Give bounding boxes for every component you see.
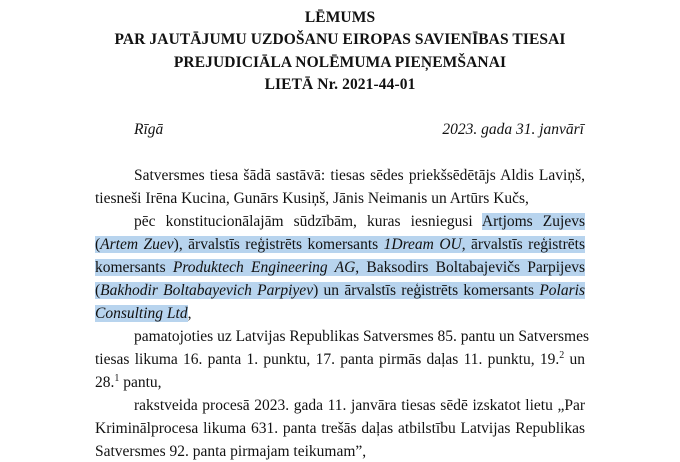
basis-line-2 [95,350,585,370]
complaint-text: , Baksodirs Boltabajevičs Parpijevs [355,259,585,276]
basis-text: 28. [95,374,115,391]
latin-name: Artem Zuev [100,236,174,253]
basis-text: tiesas likuma 16. panta 1. punktu, 17. panta pirmās daļas 11. punktu, 19. [95,351,560,368]
latin-name: Bakhodir Boltabayevich Parpiyev [100,282,314,299]
highlighted-text[interactable] [95,282,585,299]
complaint-text: komersants [95,259,173,276]
complaint-line-1 [134,212,585,232]
highlighted-text[interactable] [95,236,585,253]
complaint-text: , ārvalstīs reģistrēts [461,236,585,253]
superscript: 2 [559,349,565,361]
paren-open: ( [95,282,101,299]
title-line-3: PREJUDICIĀLA NOLĒMUMA PIEŅEMŠANAI [173,54,507,71]
basis-text: un [564,351,586,368]
title-line-4: LIETĀ Nr. 2021-44-01 [264,76,416,93]
title-line-2: PAR JAUTĀJUMU UZDOŠANU EIROPAS SAVIENĪBAS TIESAI [114,31,566,48]
basis-line-3 [95,373,585,393]
title-line-1: LĒMUMS [304,9,376,26]
complaint-line-3 [95,258,585,278]
complaint-line-2 [95,235,585,255]
place: Rīgā [134,121,164,138]
company-name: 1Dream OU [383,236,462,253]
complaint-text: ), ārvalstīs reģistrēts komersants [173,236,384,253]
date: 2023. gada 31. janvārī [442,121,584,138]
procedure-line-3: Satversmes 92. panta pirmajam teikumam”, [95,443,367,460]
company-name: Consulting Ltd [95,305,188,322]
company-name: Polaris [539,282,585,299]
highlighted-text[interactable] [95,305,188,322]
highlighted-text[interactable] [95,259,585,276]
superscript: 1 [114,372,120,384]
composition-line-1: Satversmes tiesa šādā sastāvā: tiesas sēdes priekšsēdētājs Aldis Laviņš, [134,167,585,184]
basis-line-1: pamatojoties uz Latvijas Republikas Satversmes 85. pantu un Satversmes [134,328,590,345]
complaint-line-5 [95,304,585,324]
complaint-text: pēc konstitucionālajām sūdzībām, kuras iesniegusi [134,213,482,230]
basis-text: pantu, [119,374,162,391]
complaint-line-4 [95,281,585,301]
paren-open: ( [95,236,101,253]
highlighted-name[interactable]: Artjoms Zujevs [481,213,585,230]
composition-line-2: tiesneši Irēna Kucina, Gunārs Kusiņš, Jānis Neimanis un Artūrs Kučs, [95,190,529,207]
procedure-line-2: Kriminālprocesa likuma 631. panta trešās daļas atbilstību Latvijas Republikas [95,420,585,437]
procedure-line-1: rakstveida procesā 2023. gada 11. janvāra tiesas sēdē izskatot lietu „Par [134,397,585,414]
comma: , [187,305,192,322]
complaint-text: ) un ārvalstīs reģistrēts komersants [313,282,540,299]
company-name: Produktech Engineering AG [172,259,356,276]
